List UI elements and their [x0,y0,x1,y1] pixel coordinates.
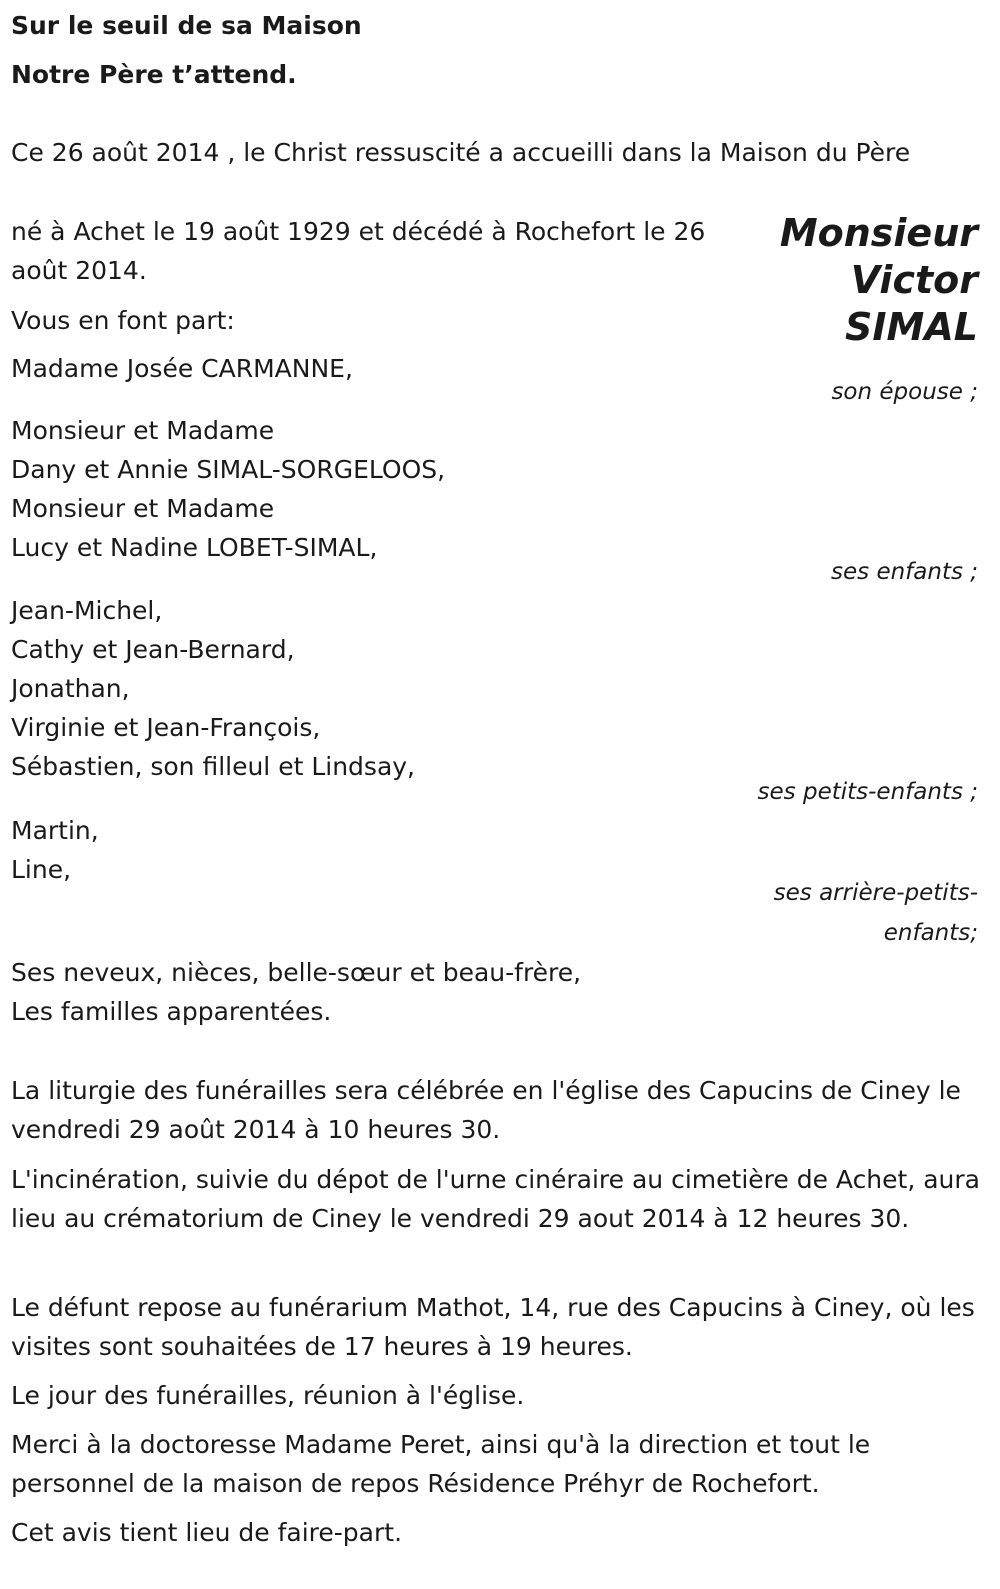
other-relatives-list [11,953,581,1031]
deceased-name [718,210,978,351]
deceased-title: Monsieur [779,211,978,255]
list-item: Cathy et Jean-Bernard, [11,635,295,664]
list-item: Virginie et Jean-François, [11,713,321,742]
header-line-1: Sur le seuil de sa Maison [11,11,362,40]
list-item: Ses neveux, nièces, belle-sœur et beau-frère, [11,958,582,987]
cremation-paragraph: L'incinération, suivie du dépot de l'urne cinéraire au cimetière de Achet, aura lieu au crématorium de Ciney le vendredi 29 aout 2014 à 12 heures 30. [11,1165,980,1233]
spouse-role: son épouse ; [831,379,978,405]
closing-paragraph: Cet avis tient lieu de faire-part. [11,1518,403,1547]
deceased-first-name: Victor [850,258,978,302]
list-item: Jean-Michel, [11,596,163,625]
list-item: Dany et Annie SIMAL-SORGELOOS, [11,455,446,484]
rest-paragraph: Le défunt repose au funérarium Mathot, 14, rue des Capucins à Ciney, où les visites sont souhaitées de 17 heures à 19 heures. [11,1293,975,1361]
list-item: Les familles apparentées. [11,997,332,1026]
birth-death-text: né à Achet le 19 août 1929 et décédé à Rochefort le 26 août 2014. [11,217,706,285]
liturgy-paragraph: La liturgie des funérailles sera célébrée en l'église des Capucins de Ciney le vendredi 29 août 2014 à 10 heures 30. [11,1076,961,1144]
great-grandchildren-role-line-1: ses arrière-petits- [773,880,978,906]
children-role: ses enfants ; [831,559,978,585]
deceased-last-name: SIMAL [845,305,978,349]
list-item: Jonathan, [11,674,130,703]
thanks-paragraph: Merci à la doctoresse Madame Peret, ainsi qu'à la direction et tout le personnel de la maison de repos Résidence Préhyr de Rochefort. [11,1430,871,1498]
list-item: Lucy et Nadine LOBET-SIMAL, [11,533,378,562]
great-grandchildren-list [11,811,99,889]
intro-text: Ce 26 août 2014 , le Christ ressuscité a accueilli dans la Maison du Père [11,138,911,167]
list-item: Line, [11,855,72,884]
grandchildren-list [11,591,415,786]
header-line-2: Notre Père t’attend. [11,60,297,89]
great-grandchildren-role-line-2: enfants; [883,920,978,946]
children-list [11,411,445,567]
announce-text: Vous en font part: [11,306,235,335]
list-item: Monsieur et Madame [11,494,275,523]
spouse-name: Madame Josée CARMANNE, [11,354,353,383]
great-grandchildren-role [774,873,978,953]
grandchildren-role: ses petits-enfants ; [757,779,978,805]
meeting-paragraph: Le jour des funérailles, réunion à l'église. [11,1381,525,1410]
list-item: Sébastien, son filleul et Lindsay, [11,752,416,781]
list-item: Martin, [11,816,99,845]
list-item: Monsieur et Madame [11,416,275,445]
